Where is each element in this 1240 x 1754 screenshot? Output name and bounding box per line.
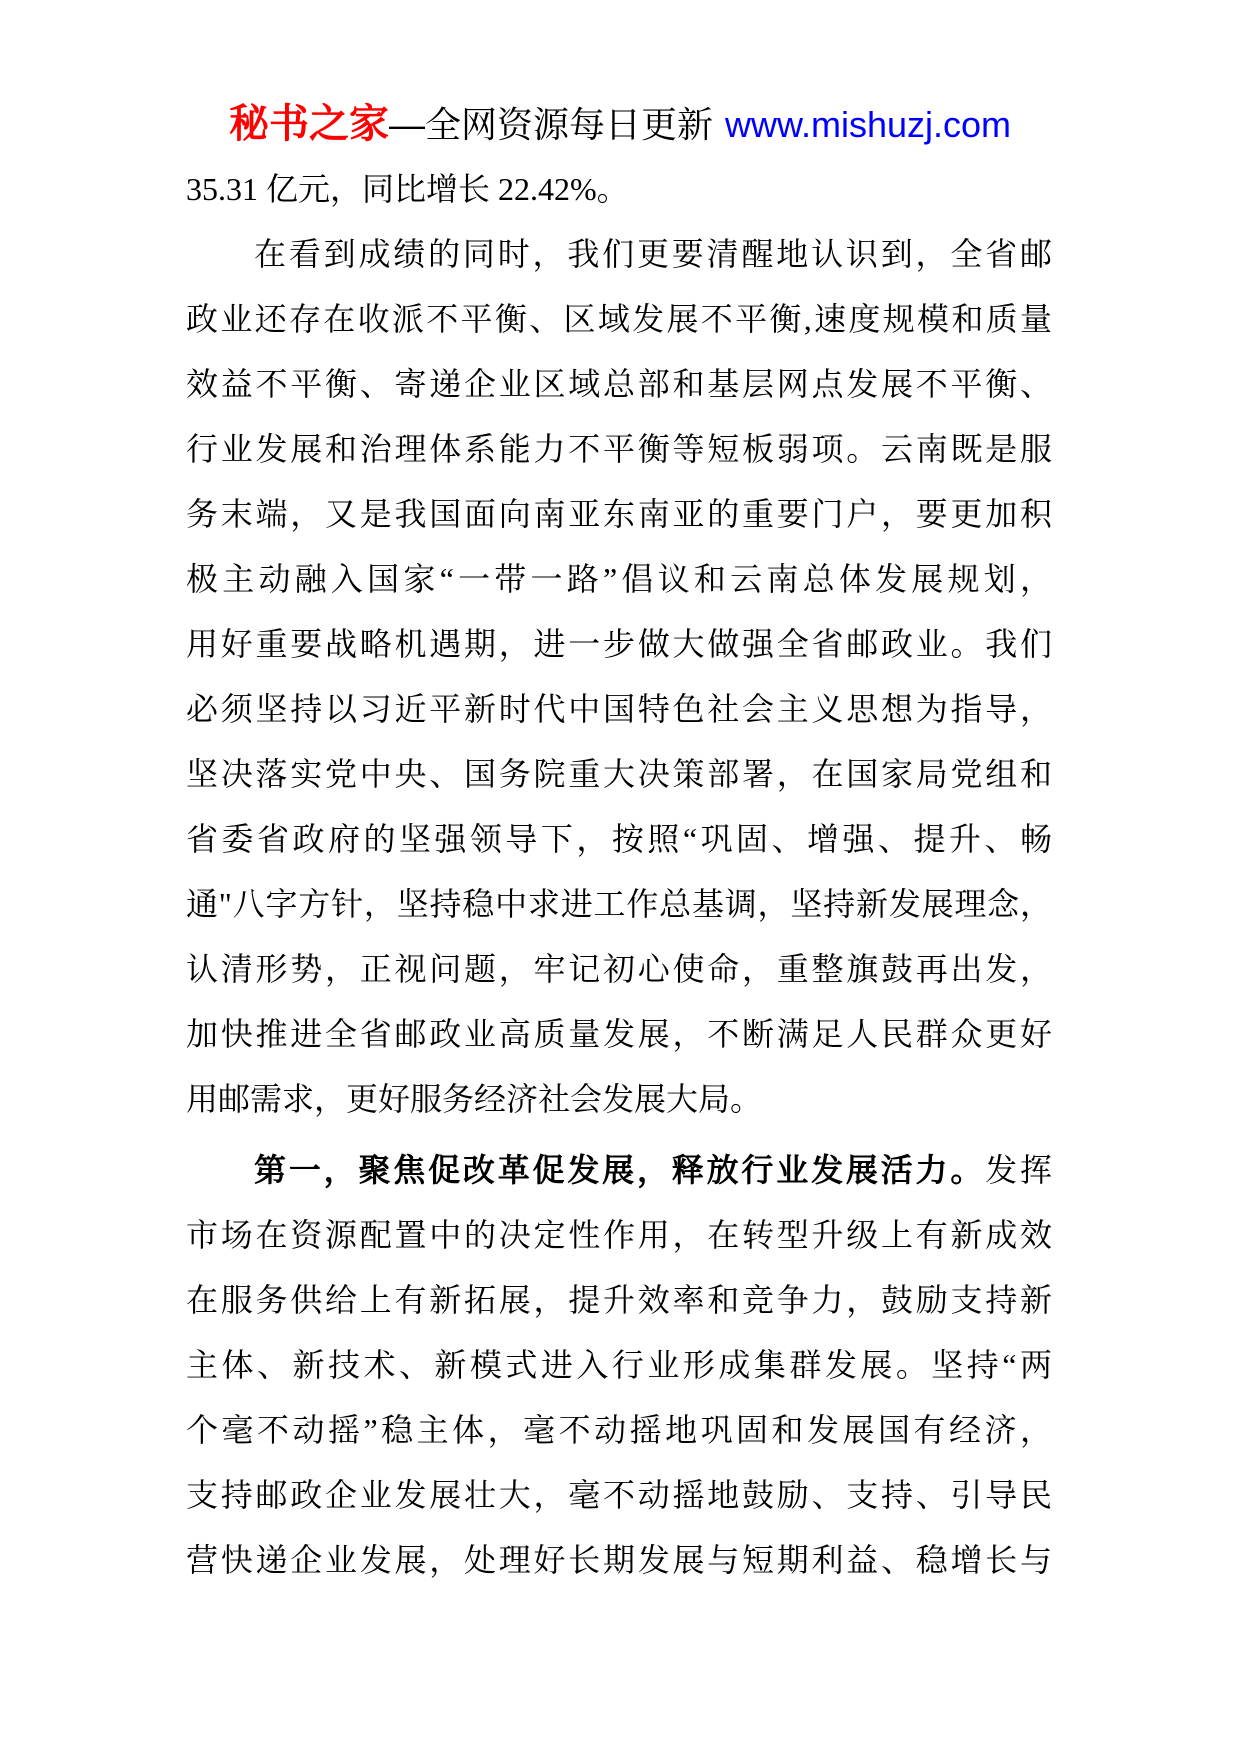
text-run: 在看到成绩的同时，我们更要清醒地认识到，全省邮 — [254, 236, 1052, 272]
text-run: 营快递企业发展，处理好长期发展与短期利益、稳增长与 — [186, 1542, 1052, 1578]
text-run: 政业还存在收派不平衡、区域发展不平衡,速度规模和质量 — [186, 301, 1052, 337]
text-run: 市场在资源配置中的决定性作用，在转型升级上有新成效 — [186, 1217, 1052, 1253]
text-run: 加快推进全省邮政业高质量发展，不断满足人民群众更好 — [186, 1016, 1052, 1052]
text-line — [186, 1398, 1052, 1463]
paragraph — [186, 222, 1052, 1132]
text-line — [186, 1333, 1052, 1398]
text-line — [186, 1138, 1052, 1203]
text-line — [186, 482, 1052, 547]
text-line — [186, 742, 1052, 807]
page-header — [0, 98, 1240, 151]
paragraph — [186, 1138, 1052, 1593]
text-line — [186, 1067, 1052, 1132]
text-line — [186, 677, 1052, 742]
text-run: 个毫不动摇”稳主体，毫不动摇地巩固和发展国有经济， — [186, 1412, 1052, 1448]
text-line — [186, 872, 1052, 937]
text-line — [186, 937, 1052, 1002]
text-line — [186, 1528, 1052, 1593]
text-line — [186, 222, 1052, 287]
paragraph — [186, 157, 1052, 222]
text-run: 必须坚持以习近平新时代中国特色社会主义思想为指导， — [186, 691, 1052, 727]
site-url-link[interactable]: www.mishuzj.com — [724, 104, 1012, 145]
text-line — [186, 352, 1052, 417]
text-run: 极主动融入国家“一带一路”倡议和云南总体发展规划， — [186, 561, 1052, 597]
text-run: 行业发展和治理体系能力不平衡等短板弱项。云南既是服 — [186, 431, 1052, 467]
text-run: 坚决落实党中央、国务院重大决策部署，在国家局党组和 — [186, 756, 1052, 792]
text-run: 用好重要战略机遇期，进一步做大做强全省邮政业。我们 — [186, 626, 1052, 662]
text-line — [186, 807, 1052, 872]
text-run: 35.31 亿元，同比增长 22.42%。 — [186, 171, 629, 207]
text-run: 认清形势，正视问题，牢记初心使命，重整旗鼓再出发， — [186, 951, 1052, 987]
text-run: 通"八字方针，坚持稳中求进工作总基调，坚持新发展理念， — [186, 886, 1052, 922]
text-line — [186, 157, 1052, 222]
text-line — [186, 417, 1052, 482]
text-line — [186, 1203, 1052, 1268]
site-brand: 秘书之家 — [228, 102, 389, 146]
text-run: 支持邮政企业发展壮大，毫不动摇地鼓励、支持、引导民 — [186, 1477, 1052, 1513]
text-run: 用邮需求，更好服务经济社会发展大局。 — [186, 1081, 763, 1117]
text-run: 在服务供给上有新拓展，提升效率和竞争力，鼓励支持新 — [186, 1282, 1052, 1318]
text-run: 发挥 — [985, 1152, 1052, 1188]
text-line — [186, 612, 1052, 677]
text-run: 效益不平衡、寄递企业区域总部和基层网点发展不平衡、 — [186, 366, 1052, 402]
text-line — [186, 1268, 1052, 1333]
text-run: 省委省政府的坚强领导下，按照“巩固、增强、提升、畅 — [186, 821, 1052, 857]
text-line — [186, 1002, 1052, 1067]
document-body — [186, 157, 1052, 1593]
text-run: 主体、新技术、新模式进入行业形成集群发展。坚持“两 — [186, 1347, 1052, 1383]
site-tagline: —全网资源每日更新 — [388, 104, 713, 145]
text-line — [186, 1463, 1052, 1528]
text-run: 务末端，又是我国面向南亚东南亚的重要门户，要更加积 — [186, 496, 1052, 532]
text-line — [186, 287, 1052, 352]
bold-run: 第一，聚焦促改革促发展，释放行业发展活力。 — [254, 1152, 986, 1188]
text-line — [186, 547, 1052, 612]
